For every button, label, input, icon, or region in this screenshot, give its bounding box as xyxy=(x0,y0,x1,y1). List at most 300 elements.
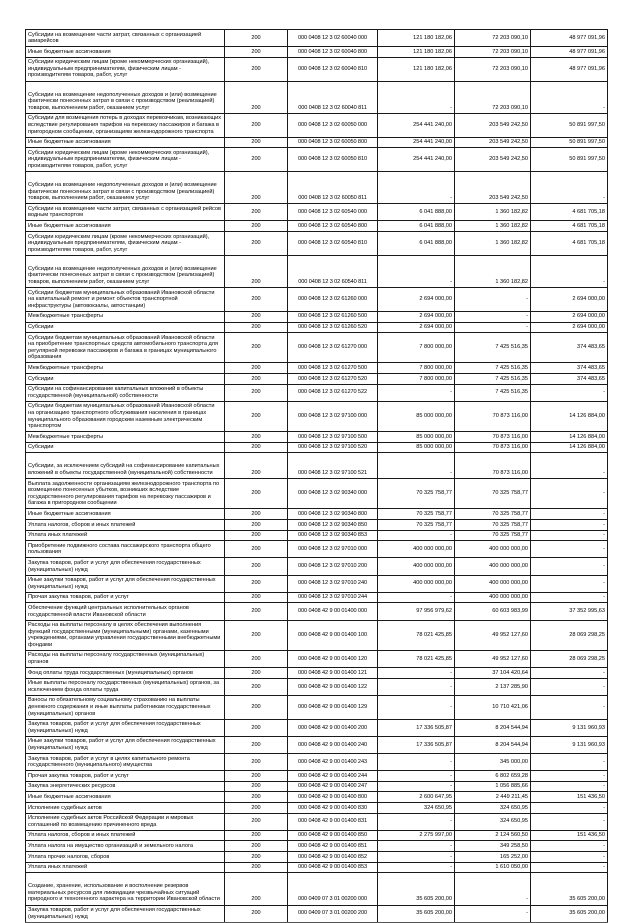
expense-name-cell: Субсидии на возмещение недополученных доходов и (или) возмещение фактически понесенных затрат в связи с производством (реализацией) товаров, выполнением работ, оказанием услуг xyxy=(26,255,225,287)
budget-classification-code-cell: 000 0408 12 3 02 60050 000 xyxy=(288,113,378,137)
executed-amount-cell: - xyxy=(455,322,531,333)
expense-name-cell: Субсидии, за исключением субсидий на софинансирование капитальных вложений в объекты государственной (муниципальной) собственности xyxy=(26,453,225,479)
expense-name-cell: Расходы на выплаты персоналу в целях обеспечения выполнения функций государственными (муниципальными) органами, казенными учреждениями, органами управления государственными внебюджетными фондами xyxy=(26,620,225,650)
table-row xyxy=(26,668,608,679)
budget-classification-code-cell: 000 0408 42 9 00 01400 100 xyxy=(288,620,378,650)
table-row xyxy=(26,255,608,287)
unexecuted-amount-cell: 50 891 997,50 xyxy=(531,148,608,172)
unexecuted-amount-cell: - xyxy=(531,754,608,771)
approved-amount-cell: 2 600 647,95 xyxy=(378,792,455,803)
table-row xyxy=(26,479,608,509)
approved-amount-cell: 78 021 425,85 xyxy=(378,650,455,667)
unexecuted-amount-cell: 374 483,65 xyxy=(531,333,608,363)
unexecuted-amount-cell: - xyxy=(531,841,608,852)
unexecuted-amount-cell: - xyxy=(531,530,608,541)
budget-classification-code-cell: 000 0408 42 9 00 01400 200 xyxy=(288,719,378,736)
executed-amount-cell: 1 610 050,00 xyxy=(455,862,531,873)
expense-type-code-cell: 200 xyxy=(225,520,288,531)
unexecuted-amount-cell: 35 605 200,00 xyxy=(531,905,608,922)
expense-name-cell: Закупка энергетических ресурсов xyxy=(26,781,225,792)
table-row xyxy=(26,792,608,803)
unexecuted-amount-cell: - xyxy=(531,695,608,719)
table-row xyxy=(26,363,608,374)
expense-name-cell: Создание, хранение, использование и восполнение резервов материальных ресурсов для ликвидации чрезвычайных ситуаций природного и техногенного характера на территории Ивановской области xyxy=(26,873,225,905)
expense-name-cell: Уплата иных платежей xyxy=(26,530,225,541)
budget-classification-code-cell: 000 0408 12 3 02 60040 000 xyxy=(288,30,378,47)
table-row xyxy=(26,592,608,603)
unexecuted-amount-cell: - xyxy=(531,520,608,531)
budget-classification-code-cell: 000 0408 12 3 02 97100 000 xyxy=(288,401,378,431)
approved-amount-cell: 324 650,95 xyxy=(378,803,455,814)
budget-classification-code-cell: 000 0408 12 3 02 61270 522 xyxy=(288,384,378,401)
unexecuted-amount-cell: 48 977 091,96 xyxy=(531,47,608,58)
unexecuted-amount-cell: 14 126 884,00 xyxy=(531,442,608,453)
executed-amount-cell: 10 710 421,06 xyxy=(455,695,531,719)
table-row xyxy=(26,113,608,137)
expense-type-code-cell: 200 xyxy=(225,47,288,58)
unexecuted-amount-cell: 50 891 997,50 xyxy=(531,137,608,148)
table-row xyxy=(26,57,608,81)
table-row xyxy=(26,30,608,47)
executed-amount-cell: 37 104 420,64 xyxy=(455,668,531,679)
executed-amount-cell: 345 000,00 xyxy=(455,754,531,771)
executed-amount-cell: - xyxy=(455,288,531,312)
budget-classification-code-cell: 000 0408 12 3 02 97010 000 xyxy=(288,541,378,558)
budget-classification-code-cell: 000 0408 42 9 00 01400 831 xyxy=(288,813,378,830)
budget-classification-code-cell: 000 0408 12 3 02 60540 810 xyxy=(288,232,378,256)
approved-amount-cell: 2 694 000,00 xyxy=(378,311,455,322)
expense-type-code-cell: 200 xyxy=(225,620,288,650)
unexecuted-amount-cell: 2 694 000,00 xyxy=(531,311,608,322)
table-row xyxy=(26,905,608,922)
expense-name-cell: Уплата прочих налогов, сборов xyxy=(26,852,225,863)
executed-amount-cell: 70 873 116,00 xyxy=(455,401,531,431)
approved-amount-cell: 6 041 888,00 xyxy=(378,221,455,232)
unexecuted-amount-cell: 28 069 298,25 xyxy=(531,650,608,667)
expense-name-cell: Иные бюджетные ассигнования xyxy=(26,509,225,520)
budget-classification-code-cell: 000 0409 07 3 01 00200 200 xyxy=(288,905,378,922)
expense-name-cell: Уплата налога на имущество организаций и земельного налога xyxy=(26,841,225,852)
table-row xyxy=(26,172,608,204)
expense-type-code-cell: 200 xyxy=(225,401,288,431)
approved-amount-cell: - xyxy=(378,384,455,401)
approved-amount-cell: - xyxy=(378,841,455,852)
executed-amount-cell: 70 873 116,00 xyxy=(455,442,531,453)
expense-name-cell: Межбюджетные трансферты xyxy=(26,432,225,443)
unexecuted-amount-cell: 50 891 997,50 xyxy=(531,113,608,137)
unexecuted-amount-cell: 4 681 705,18 xyxy=(531,204,608,221)
expense-type-code-cell: 200 xyxy=(225,736,288,753)
budget-classification-code-cell: 000 0408 12 3 02 97010 240 xyxy=(288,575,378,592)
unexecuted-amount-cell: 151 436,50 xyxy=(531,792,608,803)
executed-amount-cell: 49 952 127,60 xyxy=(455,620,531,650)
budget-classification-code-cell: 000 0408 12 3 02 97100 521 xyxy=(288,453,378,479)
table-row xyxy=(26,558,608,575)
expense-name-cell: Закупка товаров, работ и услуг для обеспечения государственных (муниципальных) нужд xyxy=(26,905,225,922)
table-row xyxy=(26,736,608,753)
unexecuted-amount-cell: - xyxy=(531,771,608,782)
approved-amount-cell: 17 336 505,87 xyxy=(378,736,455,753)
executed-amount-cell: 1 360 182,82 xyxy=(455,221,531,232)
expense-type-code-cell: 200 xyxy=(225,288,288,312)
approved-amount-cell: - xyxy=(378,81,455,113)
unexecuted-amount-cell: - xyxy=(531,575,608,592)
budget-classification-code-cell: 000 0408 12 3 02 60050 810 xyxy=(288,148,378,172)
expense-name-cell: Закупка товаров, работ и услуг для обеспечения государственных (муниципальных) нужд xyxy=(26,719,225,736)
budget-classification-code-cell: 000 0408 12 3 02 90340 853 xyxy=(288,530,378,541)
expense-name-cell: Фонд оплаты труда государственных (муниципальных) органов xyxy=(26,668,225,679)
approved-amount-cell: - xyxy=(378,862,455,873)
unexecuted-amount-cell: - xyxy=(531,541,608,558)
budget-classification-code-cell: 000 0408 12 3 02 60050 800 xyxy=(288,137,378,148)
approved-amount-cell: - xyxy=(378,172,455,204)
expense-type-code-cell: 200 xyxy=(225,603,288,620)
table-row xyxy=(26,384,608,401)
executed-amount-cell: 165 252,00 xyxy=(455,852,531,863)
executed-amount-cell: - xyxy=(455,905,531,922)
table-row xyxy=(26,695,608,719)
table-row xyxy=(26,852,608,863)
executed-amount-cell: 70 325 758,77 xyxy=(455,530,531,541)
table-row xyxy=(26,288,608,312)
unexecuted-amount-cell: - xyxy=(531,678,608,695)
expense-type-code-cell: 200 xyxy=(225,57,288,81)
executed-amount-cell: 1 360 182,82 xyxy=(455,255,531,287)
table-row xyxy=(26,148,608,172)
expense-type-code-cell: 200 xyxy=(225,575,288,592)
expense-type-code-cell: 200 xyxy=(225,771,288,782)
unexecuted-amount-cell: - xyxy=(531,81,608,113)
unexecuted-amount-cell: 2 694 000,00 xyxy=(531,322,608,333)
expense-type-code-cell: 200 xyxy=(225,754,288,771)
expense-type-code-cell: 200 xyxy=(225,852,288,863)
expense-type-code-cell: 200 xyxy=(225,137,288,148)
approved-amount-cell: - xyxy=(378,255,455,287)
executed-amount-cell: 2 124 560,50 xyxy=(455,830,531,841)
unexecuted-amount-cell: - xyxy=(531,813,608,830)
unexecuted-amount-cell: 4 681 705,18 xyxy=(531,232,608,256)
executed-amount-cell: 8 204 544,94 xyxy=(455,719,531,736)
expense-name-cell: Исполнение судебных актов Российской Федерации и мировых соглашений по возмещению причиненного вреда xyxy=(26,813,225,830)
expense-type-code-cell: 200 xyxy=(225,530,288,541)
approved-amount-cell: 7 800 000,00 xyxy=(378,333,455,363)
budget-classification-code-cell: 000 0408 42 9 00 01400 852 xyxy=(288,852,378,863)
executed-amount-cell: 60 603 983,99 xyxy=(455,603,531,620)
expense-type-code-cell: 200 xyxy=(225,509,288,520)
expense-name-cell: Субсидии юридическим лицам (кроме некоммерческих организаций), индивидуальным предпринимателям, физическим лицам - производителям товаров, работ, услуг xyxy=(26,148,225,172)
budget-classification-code-cell: 000 0408 12 3 02 60050 811 xyxy=(288,172,378,204)
expense-name-cell: Взносы по обязательному социальному страхованию на выплаты денежного содержания и иные выплаты работникам государственных (муниципальных) органов xyxy=(26,695,225,719)
approved-amount-cell: 70 325 758,77 xyxy=(378,479,455,509)
expense-type-code-cell: 200 xyxy=(225,442,288,453)
budget-classification-code-cell: 000 0408 42 9 00 01400 830 xyxy=(288,803,378,814)
expense-name-cell: Субсидии на софинансирование капитальных вложений в объекты государственной (муниципальной) собственности xyxy=(26,384,225,401)
expense-name-cell: Иные закупки товаров, работ и услуг для обеспечения государственных (муниципальных) нужд xyxy=(26,736,225,753)
approved-amount-cell: 400 000 000,00 xyxy=(378,541,455,558)
expense-type-code-cell: 200 xyxy=(225,204,288,221)
budget-classification-code-cell: 000 0408 42 9 00 01400 850 xyxy=(288,830,378,841)
approved-amount-cell: - xyxy=(378,813,455,830)
expense-type-code-cell: 200 xyxy=(225,172,288,204)
approved-amount-cell: 17 336 505,87 xyxy=(378,719,455,736)
table-row xyxy=(26,221,608,232)
approved-amount-cell: 70 325 758,77 xyxy=(378,520,455,531)
expense-type-code-cell: 200 xyxy=(225,322,288,333)
table-row xyxy=(26,432,608,443)
approved-amount-cell: 2 275 997,00 xyxy=(378,830,455,841)
executed-amount-cell: 400 000 000,00 xyxy=(455,592,531,603)
table-row xyxy=(26,803,608,814)
approved-amount-cell: 85 000 000,00 xyxy=(378,432,455,443)
expense-type-code-cell: 200 xyxy=(225,374,288,385)
expense-type-code-cell: 200 xyxy=(225,453,288,479)
table-row xyxy=(26,678,608,695)
table-row xyxy=(26,322,608,333)
expense-type-code-cell: 200 xyxy=(225,873,288,905)
table-row xyxy=(26,137,608,148)
expense-type-code-cell: 200 xyxy=(225,650,288,667)
table-row xyxy=(26,575,608,592)
table-row xyxy=(26,47,608,58)
expense-name-cell: Уплата налогов, сборов и иных платежей xyxy=(26,520,225,531)
budget-classification-code-cell: 000 0408 12 3 02 97010 244 xyxy=(288,592,378,603)
unexecuted-amount-cell: - xyxy=(531,384,608,401)
expense-name-cell: Приобретение подвижного состава пассажирского транспорта общего пользования xyxy=(26,541,225,558)
approved-amount-cell: 6 041 888,00 xyxy=(378,232,455,256)
approved-amount-cell: - xyxy=(378,592,455,603)
approved-amount-cell: 78 021 425,85 xyxy=(378,620,455,650)
budget-classification-code-cell: 000 0408 12 3 02 61260 500 xyxy=(288,311,378,322)
executed-amount-cell: 1 360 182,82 xyxy=(455,204,531,221)
unexecuted-amount-cell: 374 483,65 xyxy=(531,374,608,385)
expense-name-cell: Субсидии на возмещение недополученных доходов и (или) возмещение фактически понесенных затрат в связи с производством (реализацией) товаров, выполнением работ, оказанием услуг xyxy=(26,172,225,204)
table-row xyxy=(26,442,608,453)
budget-classification-code-cell: 000 0408 42 9 00 01400 120 xyxy=(288,650,378,667)
table-row xyxy=(26,603,608,620)
executed-amount-cell: 2 449 211,45 xyxy=(455,792,531,803)
expense-type-code-cell: 200 xyxy=(225,841,288,852)
table-row xyxy=(26,530,608,541)
expense-name-cell: Субсидии бюджетам муниципальных образований Ивановской области на организацию транспортного обслуживания населения в границах муниципального образования городским наземным электрическим транспортом xyxy=(26,401,225,431)
executed-amount-cell: 7 425 516,35 xyxy=(455,363,531,374)
expense-type-code-cell: 200 xyxy=(225,30,288,47)
expense-name-cell: Субсидии юридическим лицам (кроме некоммерческих организаций), индивидуальным предпринимателям, физическим лицам - производителям товаров, работ, услуг xyxy=(26,57,225,81)
table-row xyxy=(26,862,608,873)
expense-name-cell: Субсидии на возмещение недополученных доходов и (или) возмещение фактически понесенных затрат в связи с производством (реализацией) товаров, выполнением работ, оказанием услуг xyxy=(26,81,225,113)
table-row xyxy=(26,520,608,531)
unexecuted-amount-cell: 9 131 960,93 xyxy=(531,736,608,753)
expense-name-cell: Выплата задолженности организациям железнодорожного транспорта по возмещению понесенных убытков, возникших вследствие государственного регулирования тарифов на перевозку пассажиров и багажа в пригородном сообщении xyxy=(26,479,225,509)
unexecuted-amount-cell: - xyxy=(531,479,608,509)
executed-amount-cell: 324 650,95 xyxy=(455,803,531,814)
approved-amount-cell: 121 180 182,06 xyxy=(378,57,455,81)
unexecuted-amount-cell: 4 681 705,18 xyxy=(531,221,608,232)
expense-type-code-cell: 200 xyxy=(225,541,288,558)
budget-classification-code-cell: 000 0408 12 3 02 97100 500 xyxy=(288,432,378,443)
executed-amount-cell: 203 549 242,50 xyxy=(455,137,531,148)
budget-classification-code-cell: 000 0408 42 9 00 01400 244 xyxy=(288,771,378,782)
executed-amount-cell: 203 549 242,50 xyxy=(455,148,531,172)
unexecuted-amount-cell: - xyxy=(531,668,608,679)
approved-amount-cell: - xyxy=(378,668,455,679)
approved-amount-cell: 121 180 182,06 xyxy=(378,47,455,58)
executed-amount-cell: 70 873 116,00 xyxy=(455,432,531,443)
expense-type-code-cell: 200 xyxy=(225,363,288,374)
approved-amount-cell: 254 441 240,00 xyxy=(378,148,455,172)
budget-expenditure-table xyxy=(25,29,608,923)
expense-type-code-cell: 200 xyxy=(225,862,288,873)
approved-amount-cell: 400 000 000,00 xyxy=(378,558,455,575)
budget-classification-code-cell: 000 0408 12 3 02 61260 520 xyxy=(288,322,378,333)
approved-amount-cell: - xyxy=(378,852,455,863)
executed-amount-cell: 72 203 090,10 xyxy=(455,81,531,113)
expense-name-cell: Иные бюджетные ассигнования xyxy=(26,792,225,803)
executed-amount-cell: 70 325 758,77 xyxy=(455,520,531,531)
budget-classification-code-cell: 000 0408 42 9 00 01400 122 xyxy=(288,678,378,695)
executed-amount-cell: 400 000 000,00 xyxy=(455,558,531,575)
unexecuted-amount-cell: 48 977 091,96 xyxy=(531,30,608,47)
unexecuted-amount-cell: - xyxy=(531,509,608,520)
expense-type-code-cell: 200 xyxy=(225,113,288,137)
table-row xyxy=(26,781,608,792)
approved-amount-cell: - xyxy=(378,678,455,695)
budget-classification-code-cell: 000 0408 42 9 00 01400 853 xyxy=(288,862,378,873)
approved-amount-cell: 2 694 000,00 xyxy=(378,322,455,333)
approved-amount-cell: 254 441 240,00 xyxy=(378,137,455,148)
approved-amount-cell: 7 800 000,00 xyxy=(378,363,455,374)
unexecuted-amount-cell: - xyxy=(531,781,608,792)
table-row xyxy=(26,830,608,841)
expense-type-code-cell: 200 xyxy=(225,592,288,603)
approved-amount-cell: - xyxy=(378,695,455,719)
expense-name-cell: Прочая закупка товаров, работ и услуг xyxy=(26,771,225,782)
approved-amount-cell: 85 000 000,00 xyxy=(378,442,455,453)
unexecuted-amount-cell: - xyxy=(531,862,608,873)
table-row xyxy=(26,754,608,771)
expense-name-cell: Субсидии xyxy=(26,442,225,453)
expense-name-cell: Субсидии на возмещение части затрат, связанных с организацией авиарейсов xyxy=(26,30,225,47)
table-row xyxy=(26,719,608,736)
expense-type-code-cell: 200 xyxy=(225,668,288,679)
budget-classification-code-cell: 000 0408 12 3 02 61260 000 xyxy=(288,288,378,312)
expense-type-code-cell: 200 xyxy=(225,781,288,792)
expense-name-cell: Исполнение судебных актов xyxy=(26,803,225,814)
expense-type-code-cell: 200 xyxy=(225,148,288,172)
executed-amount-cell: - xyxy=(455,311,531,322)
unexecuted-amount-cell: 374 483,65 xyxy=(531,363,608,374)
budget-classification-code-cell: 000 0408 12 3 02 60540 000 xyxy=(288,204,378,221)
executed-amount-cell: - xyxy=(455,873,531,905)
table-row xyxy=(26,813,608,830)
table-row xyxy=(26,509,608,520)
unexecuted-amount-cell: - xyxy=(531,255,608,287)
approved-amount-cell: 35 605 200,00 xyxy=(378,905,455,922)
executed-amount-cell: 70 325 758,77 xyxy=(455,509,531,520)
budget-classification-code-cell: 000 0408 12 3 02 60040 811 xyxy=(288,81,378,113)
approved-amount-cell: 6 041 888,00 xyxy=(378,204,455,221)
executed-amount-cell: 400 000 000,00 xyxy=(455,541,531,558)
executed-amount-cell: 6 802 659,28 xyxy=(455,771,531,782)
budget-classification-code-cell: 000 0408 12 3 02 60040 810 xyxy=(288,57,378,81)
budget-classification-code-cell: 000 0408 12 3 02 61270 520 xyxy=(288,374,378,385)
table-row xyxy=(26,841,608,852)
table-row xyxy=(26,873,608,905)
expense-type-code-cell: 200 xyxy=(225,255,288,287)
budget-classification-code-cell: 000 0408 12 3 02 90340 800 xyxy=(288,509,378,520)
unexecuted-amount-cell: 48 977 091,96 xyxy=(531,57,608,81)
approved-amount-cell: - xyxy=(378,754,455,771)
unexecuted-amount-cell: - xyxy=(531,558,608,575)
unexecuted-amount-cell: 14 126 884,00 xyxy=(531,432,608,443)
budget-classification-code-cell: 000 0409 07 3 01 00200 000 xyxy=(288,873,378,905)
expense-type-code-cell: 200 xyxy=(225,792,288,803)
approved-amount-cell: - xyxy=(378,781,455,792)
budget-classification-code-cell: 000 0408 42 9 00 01400 800 xyxy=(288,792,378,803)
budget-classification-code-cell: 000 0408 12 3 02 61270 000 xyxy=(288,333,378,363)
budget-classification-code-cell: 000 0408 12 3 02 61270 500 xyxy=(288,363,378,374)
table-row xyxy=(26,204,608,221)
expense-type-code-cell: 200 xyxy=(225,232,288,256)
expense-name-cell: Иные выплаты персоналу государственных (муниципальных) органов, за исключением фонда оплаты труда xyxy=(26,678,225,695)
executed-amount-cell: 7 425 516,35 xyxy=(455,374,531,385)
expense-name-cell: Субсидии бюджетам муниципальных образований Ивановской области на капитальный ремонт и ремонт объектов транспортной инфраструктуры (автовокзалы, автостанции) xyxy=(26,288,225,312)
executed-amount-cell: 1 056 885,66 xyxy=(455,781,531,792)
unexecuted-amount-cell: 28 069 298,25 xyxy=(531,620,608,650)
budget-classification-code-cell: 000 0408 12 3 02 60040 800 xyxy=(288,47,378,58)
table-row xyxy=(26,620,608,650)
table-row xyxy=(26,311,608,322)
approved-amount-cell: 70 325 758,77 xyxy=(378,509,455,520)
budget-classification-code-cell: 000 0408 42 9 00 01400 121 xyxy=(288,668,378,679)
approved-amount-cell: 7 800 000,00 xyxy=(378,374,455,385)
approved-amount-cell: 254 441 240,00 xyxy=(378,113,455,137)
expense-name-cell: Межбюджетные трансферты xyxy=(26,311,225,322)
expense-name-cell: Закупка товаров, работ и услуг в целях капитального ремонта государственного (муниципального) имущества xyxy=(26,754,225,771)
expense-type-code-cell: 200 xyxy=(225,432,288,443)
executed-amount-cell: 72 203 090,10 xyxy=(455,47,531,58)
expense-type-code-cell: 200 xyxy=(225,813,288,830)
budget-classification-code-cell: 000 0408 12 3 02 97010 200 xyxy=(288,558,378,575)
expense-type-code-cell: 200 xyxy=(225,81,288,113)
executed-amount-cell: 324 650,95 xyxy=(455,813,531,830)
expense-type-code-cell: 200 xyxy=(225,221,288,232)
budget-classification-code-cell: 000 0408 42 9 00 01400 000 xyxy=(288,603,378,620)
budget-classification-code-cell: 000 0408 12 3 02 90340 000 xyxy=(288,479,378,509)
expense-name-cell: Обеспечение функций центральных исполнительных органов государственной власти Ивановской области xyxy=(26,603,225,620)
approved-amount-cell: 35 605 200,00 xyxy=(378,873,455,905)
expense-name-cell: Субсидии xyxy=(26,322,225,333)
table-row xyxy=(26,650,608,667)
approved-amount-cell: 2 694 000,00 xyxy=(378,288,455,312)
unexecuted-amount-cell: 37 352 995,63 xyxy=(531,603,608,620)
approved-amount-cell: - xyxy=(378,530,455,541)
table-row xyxy=(26,374,608,385)
unexecuted-amount-cell: - xyxy=(531,172,608,204)
expense-name-cell: Субсидии бюджетам муниципальных образований Ивановской области на приобретение транспортных средств автомобильного транспорта для регулярной перевозки пассажиров и багажа в границах муниципального образования xyxy=(26,333,225,363)
table-row xyxy=(26,232,608,256)
expense-name-cell: Иные закупки товаров, работ и услуг для обеспечения государственных (муниципальных) нужд xyxy=(26,575,225,592)
expense-type-code-cell: 200 xyxy=(225,384,288,401)
executed-amount-cell: 70 873 116,00 xyxy=(455,453,531,479)
table-row xyxy=(26,401,608,431)
expense-name-cell: Иные бюджетные ассигнования xyxy=(26,47,225,58)
executed-amount-cell: 72 203 090,10 xyxy=(455,30,531,47)
unexecuted-amount-cell: 2 694 000,00 xyxy=(531,288,608,312)
expense-name-cell: Иные бюджетные ассигнования xyxy=(26,221,225,232)
unexecuted-amount-cell: 151 436,50 xyxy=(531,830,608,841)
executed-amount-cell: 7 425 516,35 xyxy=(455,333,531,363)
executed-amount-cell: 2 137 285,90 xyxy=(455,678,531,695)
